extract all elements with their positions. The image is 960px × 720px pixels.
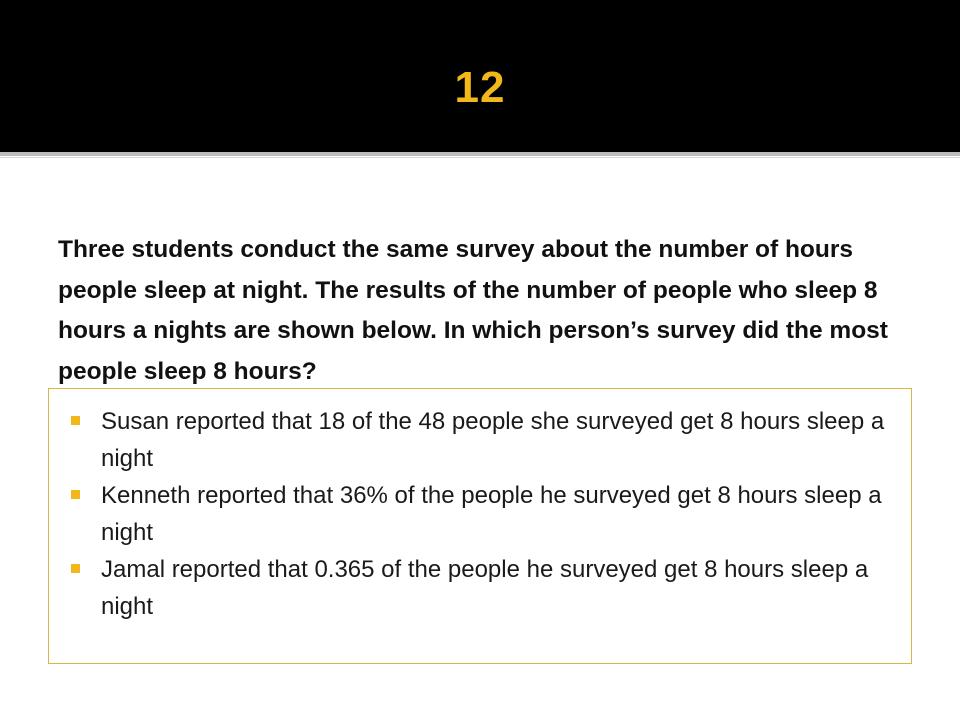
- title-divider-shadow: [0, 157, 960, 158]
- answer-item-jamal: [49, 551, 911, 625]
- question-text: Three students conduct the same survey about the number of hours people sleep at night. The results of the number of people who sleep 8 hours a nights are shown below. In which person’s survey did the most people sleep 8 hours?: [58, 236, 888, 385]
- answers-box: [48, 388, 912, 664]
- title-divider: [0, 152, 960, 156]
- answer-text: Jamal reported that 0.365 of the people he surveyed get 8 hours sleep a night: [101, 556, 869, 620]
- square-bullet-icon: [71, 490, 80, 499]
- answer-item-kenneth: [49, 477, 911, 551]
- answer-text: Susan reported that 18 of the 48 people she surveyed get 8 hours sleep a night: [101, 408, 885, 472]
- slide-title: 12: [454, 63, 506, 112]
- square-bullet-icon: [71, 416, 80, 425]
- answers-list: [49, 403, 911, 625]
- answer-item-susan: [49, 403, 911, 477]
- square-bullet-icon: [71, 564, 80, 573]
- answer-text: Kenneth reported that 36% of the people he surveyed get 8 hours sleep a night: [101, 482, 882, 546]
